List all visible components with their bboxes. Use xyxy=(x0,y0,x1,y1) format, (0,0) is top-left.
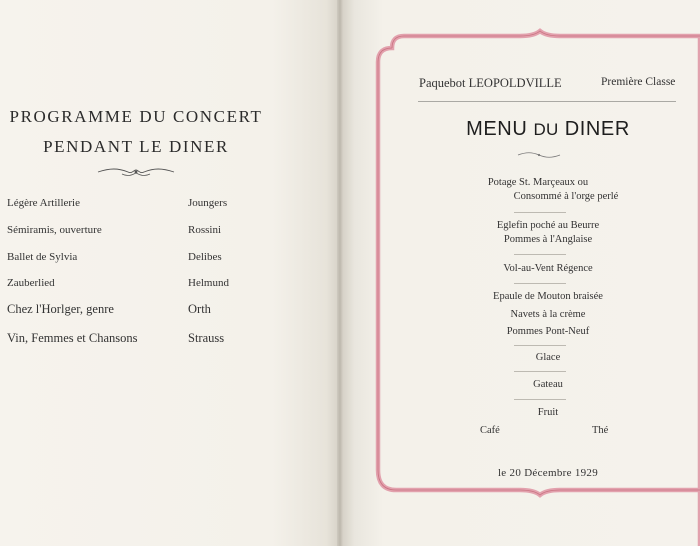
menu-item-the: Thé xyxy=(592,425,609,436)
menu-item-potage-1: Potage St. Marçeaux ou xyxy=(487,177,589,188)
menu-item-releve-1: Epaule de Mouton braisée xyxy=(493,291,603,302)
menu-item-gateau: Gateau xyxy=(533,379,563,390)
menu-title-menu: MENU xyxy=(466,118,528,140)
program-title-line1: PROGRAMME DU CONCERT xyxy=(9,107,263,126)
program-title-line2: PENDANT LE DINER xyxy=(43,137,229,156)
menu-title xyxy=(376,118,700,141)
menu-title-diner: DINER xyxy=(564,118,630,140)
course-separator xyxy=(514,345,566,346)
ship-name: Paquebot LEOPOLDVILLE xyxy=(419,76,562,90)
program-piece: Sémiramis, ouverture xyxy=(7,224,102,236)
menu-title-du: DU xyxy=(533,120,559,139)
program-composer: Helmund xyxy=(188,277,229,289)
menu-item-potage-2: Consommé à l'orge perlé xyxy=(513,191,619,202)
course-separator xyxy=(514,212,566,213)
program-piece: Légère Artillerie xyxy=(7,197,80,209)
menu-date: le 20 Décembre 1929 xyxy=(497,467,599,479)
course-separator xyxy=(514,254,566,255)
course-separator xyxy=(514,399,566,400)
menu-item-releve-3: Pommes Pont-Neuf xyxy=(506,326,590,337)
menu-item-releve-2: Navets à la crème xyxy=(510,309,586,320)
class-label: Première Classe xyxy=(601,76,676,88)
program-composer: Delibes xyxy=(188,251,222,263)
program-piece: Zauberlied xyxy=(7,277,55,289)
menu-item-fruit: Fruit xyxy=(537,407,559,418)
program-composer: Joungers xyxy=(188,197,228,209)
menu-item-poisson-2: Pommes à l'Anglaise xyxy=(503,234,593,245)
course-separator xyxy=(514,283,566,284)
menu-item-cafe: Café xyxy=(480,425,500,436)
program-piece: Ballet de Sylvia xyxy=(7,251,78,263)
program-piece: Chez l'Horlger, genre xyxy=(7,302,114,316)
menu-item-entree: Vol-au-Vent Régence xyxy=(503,263,593,274)
menu-item-poisson-1: Eglefin poché au Beurre xyxy=(496,220,600,231)
program-composer: Strauss xyxy=(188,331,225,345)
menu-item-glace: Glace xyxy=(535,352,561,363)
program-composer: Orth xyxy=(188,302,211,316)
small-flourish-icon xyxy=(516,150,562,160)
course-separator xyxy=(514,371,566,372)
header-rule xyxy=(418,101,676,102)
program-piece: Vin, Femmes et Chansons xyxy=(7,331,138,345)
program-composer: Rossini xyxy=(188,224,222,236)
